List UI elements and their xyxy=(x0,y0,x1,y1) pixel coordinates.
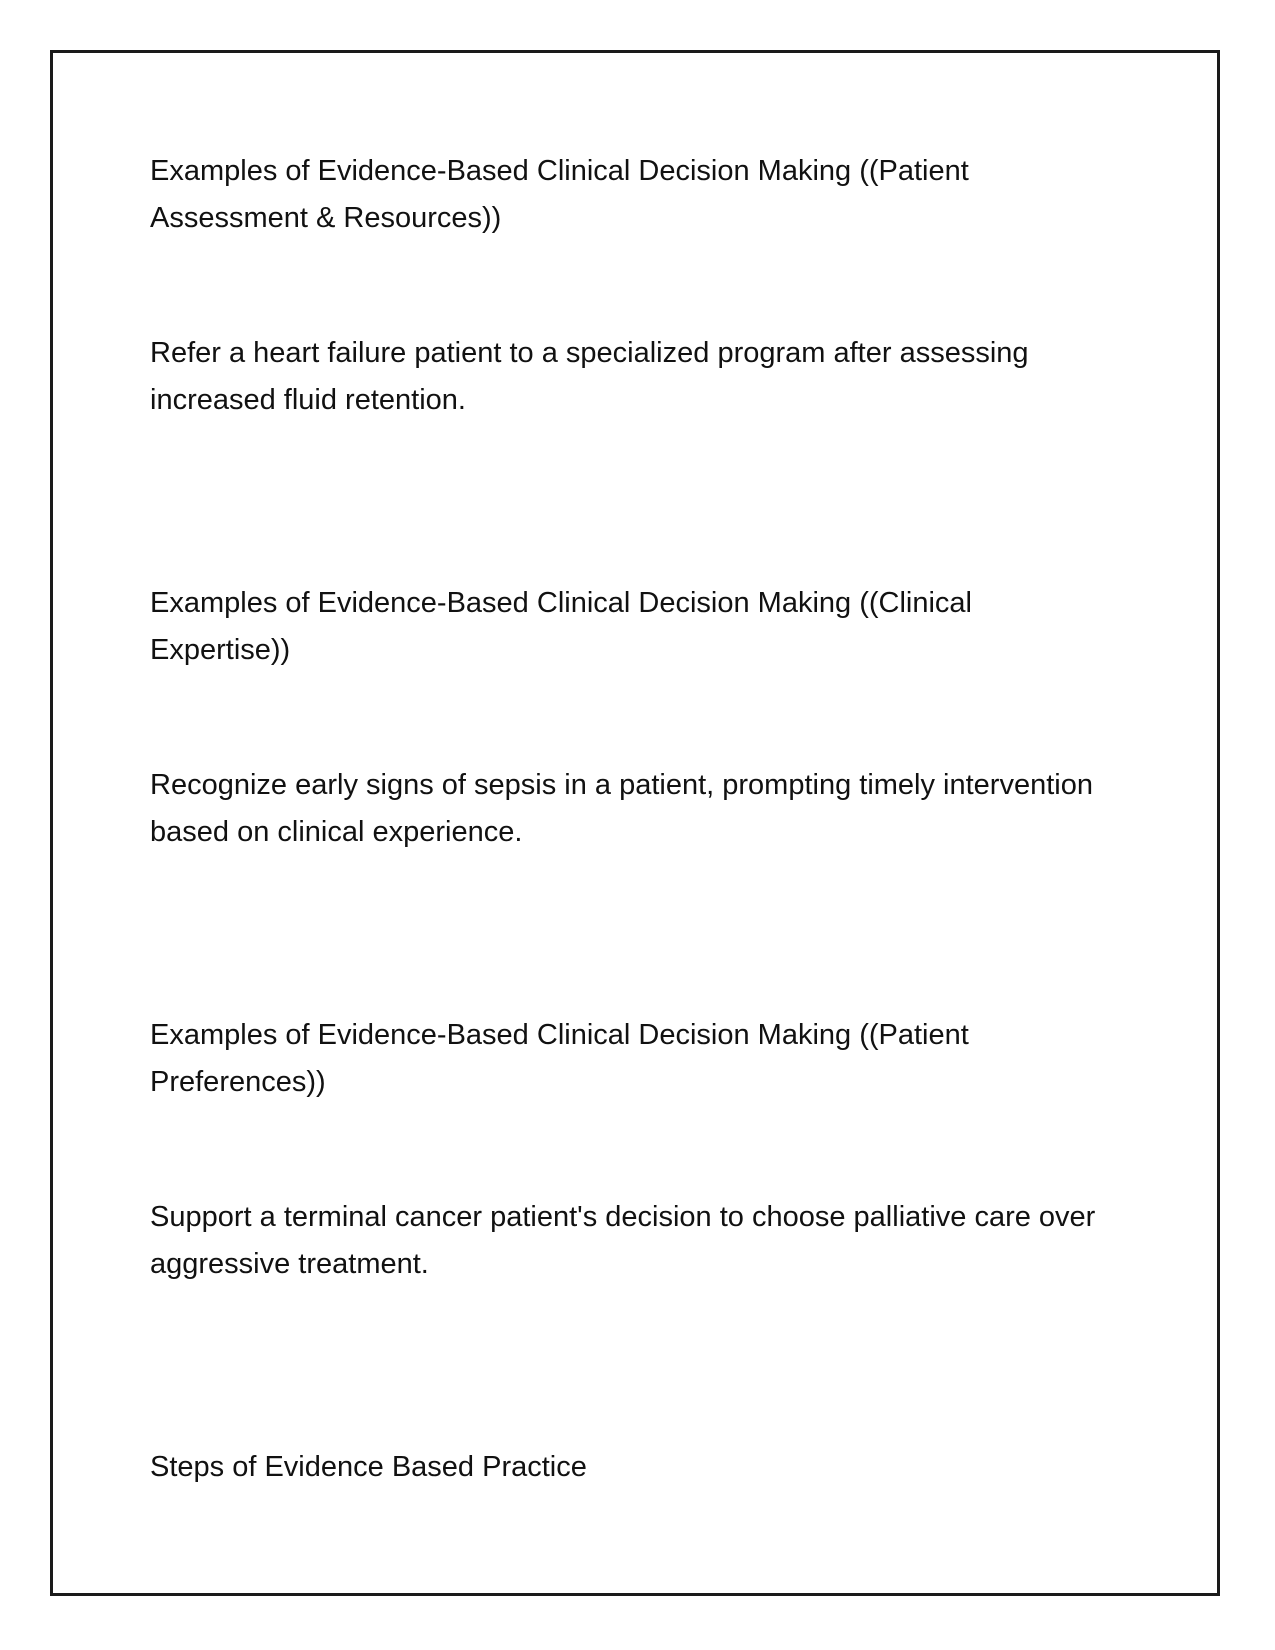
example-heart-failure: Refer a heart failure patient to a specialized program after assessing increased fluid retention. xyxy=(150,337,1029,416)
example-palliative-care: Support a terminal cancer patient's decision to choose palliative care over aggressive treatment. xyxy=(150,1201,1096,1280)
section-heading-patient-preferences: Examples of Evidence-Based Clinical Decision Making ((Patient Preferences)) xyxy=(150,1019,969,1098)
section-heading-patient-assessment: Examples of Evidence-Based Clinical Decision Making ((Patient Assessment & Resources)) xyxy=(150,155,969,234)
example-sepsis: Recognize early signs of sepsis in a patient, prompting timely intervention based on clinical experience. xyxy=(150,769,1093,848)
section-heading-clinical-expertise: Examples of Evidence-Based Clinical Decision Making ((Clinical Expertise)) xyxy=(150,587,972,666)
steps-heading: Steps of Evidence Based Practice xyxy=(150,1451,587,1483)
